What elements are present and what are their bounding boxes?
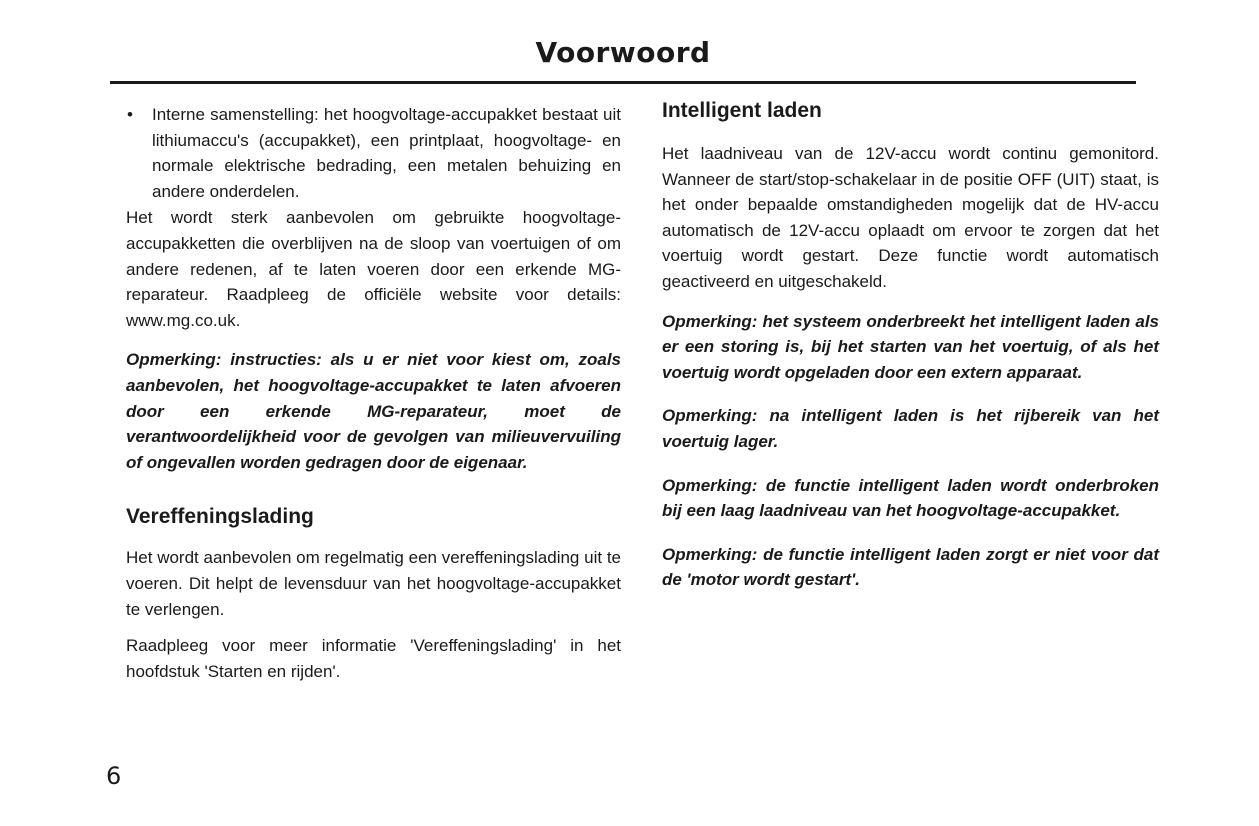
header-divider [110, 81, 1136, 84]
page-title: Voorwoord [535, 36, 711, 69]
note-disposal-responsibility: Opmerking: instructies: als u er niet voor kiest om, zoals aanbevolen, het hoogvoltage-accupakket te laten afvoeren door een erkende MG-reparateur, moet de verantwoordelijkheid voor de gevolgen van milieuvervuiling of ongevallen worden gedragen door de eigenaar. [126, 350, 621, 472]
right-column [662, 97, 1159, 611]
section-heading-intelligent-charging: Intelligent laden [662, 99, 822, 122]
note-interruption-conditions: Opmerking: het systeem onderbreekt het intelligent laden als er een storing is, bij het starten van het voertuig, of als het voertuig wordt opgeladen door een extern apparaat. [662, 311, 1159, 382]
page-header [110, 30, 1136, 86]
note-low-charge-interruption: Opmerking: de functie intelligent laden wordt onderbroken bij een laag laadniveau van het hoogvoltage-accupakket. [662, 475, 1159, 521]
section-heading-equalizing-charge: Vereffeningslading [126, 505, 314, 529]
bullet-text: Interne samenstelling: het hoogvoltage-accupakket bestaat uit lithiumaccu's (accupakket), een printplaat, hoogvoltage- en normale elektrische bedrading, een metalen behuizing en andere onderdelen. [152, 105, 621, 201]
page-number: 6 [106, 762, 122, 790]
paragraph-more-info: Raadpleeg voor meer informatie 'Vereffeningslading' in het hoofdstuk 'Starten en rijden'. [126, 636, 621, 681]
note-engine-start: Opmerking: de functie intelligent laden zorgt er niet voor dat de 'motor wordt gestart'. [662, 544, 1159, 590]
paragraph-equalizing-charge: Het wordt aanbevolen om regelmatig een vereffeningslading uit te voeren. Dit helpt de levensduur van het hoogvoltage-accupakket te verlengen. [126, 548, 621, 619]
bullet-item-internal-composition [126, 102, 621, 204]
note-reduced-range: Opmerking: na intelligent laden is het rijbereik van het voertuig lager. [662, 406, 1159, 451]
left-column [126, 102, 621, 693]
bullet-icon: • [127, 105, 133, 124]
paragraph-disposal-advice: Het wordt sterk aanbevolen om gebruikte hoogvoltage-accupakketten die overblijven na de sloop van voertuigen of om andere redenen, af te laten voeren door een erkende MG-reparateur. Raadpleeg de officiële website voor details: www.mg.co.uk. [126, 208, 621, 330]
paragraph-intelligent-charging: Het laadniveau van de 12V-accu wordt continu gemonitord. Wanneer de start/stop-schakelaar in de positie OFF (UIT) staat, is het onder bepaalde omstandigheden mogelijk dat de HV-accu automatisch de 12V-accu oplaadt om ervoor te zorgen dat het voertuig wordt gestart. Deze functie wordt automatisch geactiveerd en uitgeschakeld. [662, 144, 1159, 291]
